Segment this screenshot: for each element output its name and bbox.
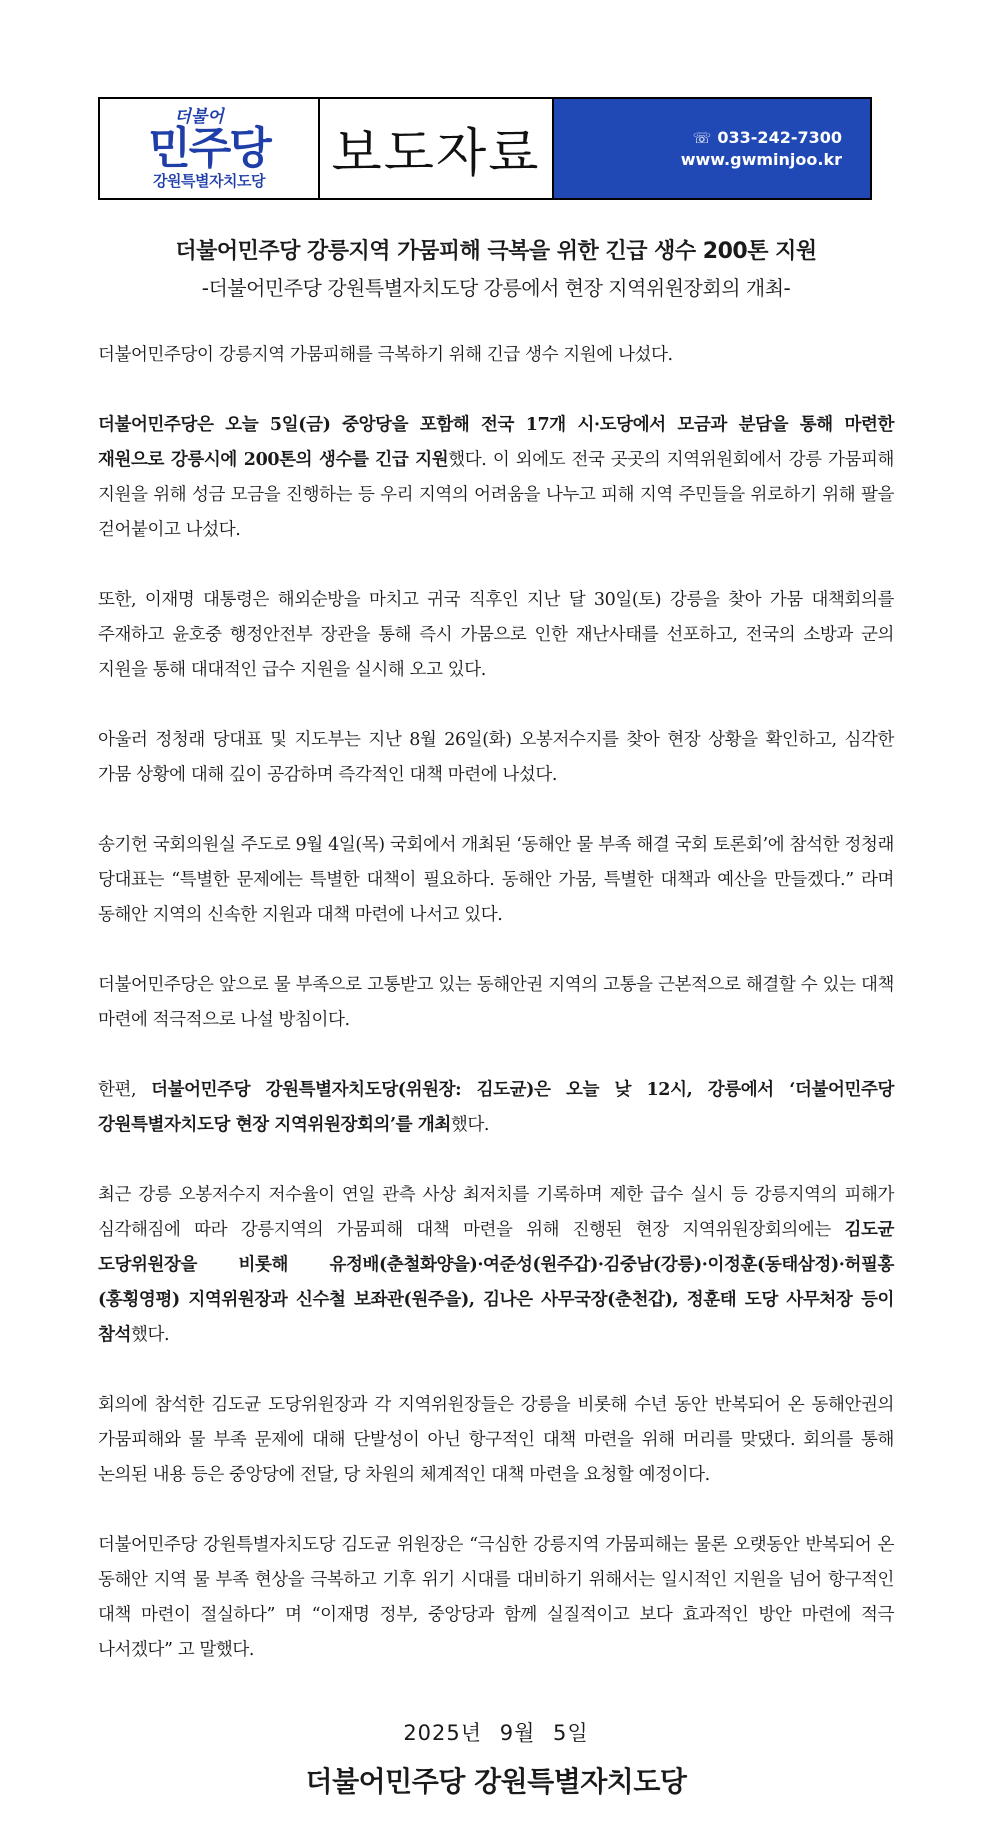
body-paragraph bbox=[98, 1178, 894, 1353]
document-title: 보도자료 bbox=[331, 124, 541, 184]
body-paragraph bbox=[98, 408, 894, 548]
signature: 더불어민주당 강원특별자치도당 bbox=[305, 1765, 687, 1798]
text-run: 송기헌 국회의원실 주도로 9월 4일(목) 국회에서 개최된 ‘동해안 물 부족 해결 국회 토론회’에 참석한 정청래 당대표는 “특별한 문제에는 특별한 대책이 필요하다. 동해안 가뭄, 특별한 대책과 예산을 만들겠다.” 라며 동해안 지역의 신속한 지원과 대책 마련에 나서고 있다. bbox=[98, 835, 894, 925]
release-date: 2025년 9월 5일 bbox=[403, 1721, 589, 1745]
text-run: 했다. 이 외에도 전국 곳곳의 지역위원회에서 강릉 가뭄피해 지원을 위해 성금 모금을 진행하는 등 우리 지역의 어려움을 나누고 피해 지역 주민들을 위로하기 위해 팔을 걷어붙이고 나섰다. bbox=[98, 450, 894, 540]
logo-main-text: 민주당 bbox=[148, 122, 270, 174]
body-paragraph bbox=[98, 1528, 894, 1668]
text-run: 했다. bbox=[450, 1115, 490, 1135]
text-run: 했다. bbox=[131, 1325, 170, 1345]
text-run: 한편, bbox=[98, 1080, 152, 1100]
phone-number: 033-242-7300 bbox=[717, 127, 842, 147]
body-paragraph bbox=[98, 1388, 894, 1493]
body-paragraph bbox=[98, 968, 894, 1038]
contact-box bbox=[552, 99, 870, 198]
press-release-header bbox=[98, 97, 872, 200]
article-body bbox=[98, 338, 894, 1703]
bold-text-run: 더불어민주당은 오늘 5일(금) 중앙당을 포함해 전국 17개 시·도당에서 모금과 분담을 통해 마련한 재원으로 강릉시에 200톤의 생수를 긴급 지원 bbox=[98, 415, 894, 470]
logo-region-text: 강원특별자치도당 bbox=[153, 171, 265, 190]
text-run: 더불어민주당이 강릉지역 가뭄피해를 극복하기 위해 긴급 생수 지원에 나섰다. bbox=[98, 345, 673, 365]
subheadline: -더불어민주당 강원특별자치도당 강릉에서 현장 지역위원장회의 개최- bbox=[201, 276, 791, 300]
text-run: 더불어민주당은 앞으로 물 부족으로 고통받고 있는 동해안권 지역의 고통을 근본적으로 해결할 수 있는 대책 마련에 적극적으로 나설 방침이다. bbox=[98, 975, 894, 1030]
logo-small-text: 더불어 bbox=[174, 106, 224, 127]
text-run: 또한, 이재명 대통령은 해외순방을 마치고 귀국 직후인 지난 달 30일(토) 강릉을 찾아 가뭄 대책회의를 주재하고 윤호중 행정안전부 장관을 통해 즉시 가뭄으로 인한 재난사태를 선포하고, 전국의 소방과 군의 지원을 통해 대대적인 급수 지원을 실시해 오고 있다. bbox=[98, 590, 894, 680]
phone-icon: ☏ bbox=[692, 128, 712, 147]
bold-text-run: 더불어민주당 강원특별자치도당(위원장: 김도균)은 오늘 낮 12시, 강릉에서 ‘더불어민주당 강원특별자치도당 현장 지역위원장회의’를 개최 bbox=[98, 1080, 894, 1135]
bold-text-run: 김도균 도당위원장을 비롯해 유정배(춘철화양을)·여준성(원주갑)·김중남(강릉)·이정훈(동태삼정)·허필홍(홍횡영평) 지역위원장과 신수철 보좌관(원주을), 김나은 사무국장(춘천갑), 정훈태 도당 사무처장 등이 참석 bbox=[98, 1220, 894, 1345]
body-paragraph bbox=[98, 1073, 894, 1143]
text-run: 더불어민주당 강원특별자치도당 김도균 위원장은 “극심한 강릉지역 가뭄피해는 물론 오랫동안 반복되어 온 동해안 지역 물 부족 현상을 극복하고 기후 위기 시대를 대비하기 위해서는 일시적인 지원을 넘어 항구적인 대책 마련이 절실하다” 며 “이재명 정부, 중앙당과 함께 실질적이고 보다 효과적인 방안 마련에 적극 나서겠다” 고 말했다. bbox=[98, 1535, 894, 1660]
text-run: 아울러 정청래 당대표 및 지도부는 지난 8월 26일(화) 오봉저수지를 찾아 현장 상황을 확인하고, 심각한 가뭄 상황에 대해 깊이 공감하며 즉각적인 대책 마련에 나섰다. bbox=[98, 730, 894, 785]
phone-line bbox=[693, 127, 842, 149]
body-paragraph bbox=[98, 338, 894, 373]
headline: 더불어민주당 강릉지역 가뭄피해 극복을 위한 긴급 생수 200톤 지원 bbox=[175, 239, 817, 264]
body-paragraph bbox=[98, 723, 894, 793]
body-paragraph bbox=[98, 828, 894, 933]
body-paragraph bbox=[98, 583, 894, 688]
text-run: 회의에 참석한 김도균 도당위원장과 각 지역위원장들은 강릉을 비롯해 수년 동안 반복되어 온 동해안권의 가뭄피해와 물 부족 문제에 대해 단발성이 아닌 항구적인 대책 마련을 위해 머리를 맞댔다. 회의를 통해 논의된 내용 등은 중앙당에 전달, 당 차원의 체계적인 대책 마련을 요청할 예정이다. bbox=[98, 1395, 894, 1485]
text-run: 최근 강릉 오봉저수지 저수율이 연일 관측 사상 최저치를 기록하며 제한 급수 실시 등 강릉지역의 피해가 심각해짐에 따라 강릉지역의 가뭄피해 대책 마련을 위해 진행된 현장 지역위원장회의에는 bbox=[98, 1185, 894, 1240]
party-logo bbox=[100, 99, 320, 198]
website-link[interactable]: www.gwminjoo.kr bbox=[680, 149, 842, 169]
